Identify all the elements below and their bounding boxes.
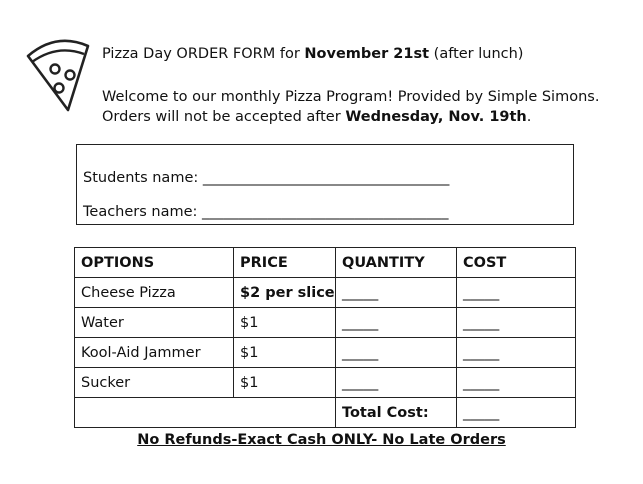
option-name: Water: [75, 308, 234, 338]
quantity-field[interactable]: _____: [336, 278, 457, 308]
deadline-text: [102, 107, 632, 127]
total-row: [75, 398, 576, 428]
option-name: Kool-Aid Jammer: [75, 338, 234, 368]
deadline-prefix: Orders will not be accepted after: [102, 109, 346, 125]
option-name: Sucker: [75, 368, 234, 398]
pizza-slice-icon: [24, 34, 92, 114]
order-table: [74, 247, 576, 428]
pizza-day-date: November 21st: [304, 46, 430, 62]
quantity-field[interactable]: _____: [336, 338, 457, 368]
column-header-options: OPTIONS: [75, 248, 234, 278]
deadline-date: Wednesday, Nov. 19th: [345, 109, 527, 125]
option-price: $1: [234, 368, 336, 398]
title-suffix: (after lunch): [429, 46, 524, 62]
cost-field[interactable]: _____: [457, 368, 576, 398]
teacher-name-label: Teachers name:: [83, 204, 198, 220]
policy-footer: No Refunds-Exact Cash ONLY- No Late Orders: [137, 432, 506, 448]
teacher-name-row: [83, 204, 449, 220]
student-name-row: [83, 170, 449, 186]
quantity-field[interactable]: _____: [336, 308, 457, 338]
column-header-price: PRICE: [234, 248, 336, 278]
welcome-text: Welcome to our monthly Pizza Program! Provided by Simple Simons.: [102, 89, 600, 105]
total-cost-field[interactable]: _____: [457, 398, 576, 428]
form-header: [102, 44, 632, 127]
table-header-row: [75, 248, 576, 278]
cost-field[interactable]: _____: [457, 278, 576, 308]
total-empty-cell: [75, 398, 336, 428]
table-row: [75, 338, 576, 368]
deadline-suffix: .: [526, 109, 532, 125]
cost-field[interactable]: _____: [457, 308, 576, 338]
cost-field[interactable]: _____: [457, 338, 576, 368]
column-header-quantity: QUANTITY: [336, 248, 457, 278]
option-price: $2 per slice: [234, 278, 336, 308]
table-row: [75, 308, 576, 338]
quantity-field[interactable]: _____: [336, 368, 457, 398]
table-row: [75, 368, 576, 398]
title-prefix: Pizza Day ORDER FORM for: [102, 46, 305, 62]
option-price: $1: [234, 338, 336, 368]
total-cost-label: Total Cost:: [336, 398, 457, 428]
name-box: [76, 144, 574, 225]
teacher-name-field[interactable]: __________________________________: [202, 204, 449, 220]
table-row: [75, 278, 576, 308]
student-name-label: Students name:: [83, 170, 199, 186]
form-title: [102, 44, 632, 64]
student-name-field[interactable]: __________________________________: [202, 170, 450, 186]
column-header-cost: COST: [457, 248, 576, 278]
option-name: Cheese Pizza: [75, 278, 234, 308]
option-price: $1: [234, 308, 336, 338]
